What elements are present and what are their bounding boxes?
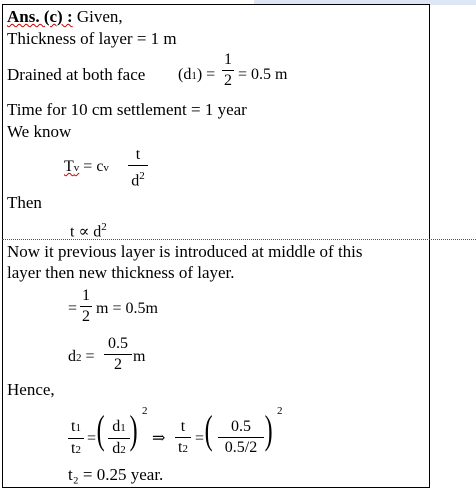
ratio-numeric: 0.5 0.5/2 (218, 418, 264, 457)
paren-close-1: ) (129, 407, 138, 452)
ratio-eq-1: = (87, 430, 97, 447)
tv-fraction: t $d^2$ (128, 146, 148, 190)
half-eq-sign: = (68, 300, 78, 317)
d2-tail: m (133, 348, 146, 365)
ratio-d1-d2: d1 d2 (108, 418, 130, 459)
implies-arrow: ⇒ (152, 430, 166, 447)
ratio-t-t2: t t2 (175, 418, 191, 458)
half-eq-tail: m = 0.5m (96, 300, 158, 317)
paren-close-2: ) (264, 407, 273, 452)
proportional-eq: $t \propto d^2$ (70, 221, 107, 241)
drained-fraction: 1 2 (224, 51, 232, 89)
answer-header (7, 7, 123, 27)
final-result: t₂ = 0.25 year. (68, 465, 164, 484)
time-line: Time for 10 cm settlement = 1 year (7, 100, 247, 119)
given-text: Given, (76, 7, 123, 26)
paren-open-1: ( (96, 407, 105, 452)
d2-lhs: d2 = (68, 348, 95, 365)
paragraph-line-2: layer then new thickness of layer. (7, 263, 235, 282)
paren-open-2: ( (204, 407, 213, 452)
answer-label: Ans. (c) : (7, 7, 73, 26)
drained-prefix: Drained at both face (7, 65, 146, 84)
ratio-eq-2: = (195, 430, 205, 447)
we-know-line: We know (7, 122, 72, 141)
then-line: Then (7, 193, 42, 212)
half-fraction: 1 2 (82, 287, 90, 325)
tv-lhs: Tv = cv (64, 158, 109, 175)
d2-fraction: 0.5 2 (104, 335, 132, 374)
hence-line: Hence, (7, 380, 55, 399)
drained-result: = 0.5 m (238, 66, 288, 83)
thickness-line: Thickness of layer = 1 m (7, 29, 177, 48)
paragraph-line-1: Now it previous layer is introduced at middle of this (7, 242, 363, 261)
ratio-sup-1: 2 (142, 405, 148, 417)
ratio-t1-t2: t1 t2 (68, 418, 84, 459)
drained-d1: (d1) = (178, 66, 216, 83)
ratio-sup-2: 2 (277, 405, 283, 417)
